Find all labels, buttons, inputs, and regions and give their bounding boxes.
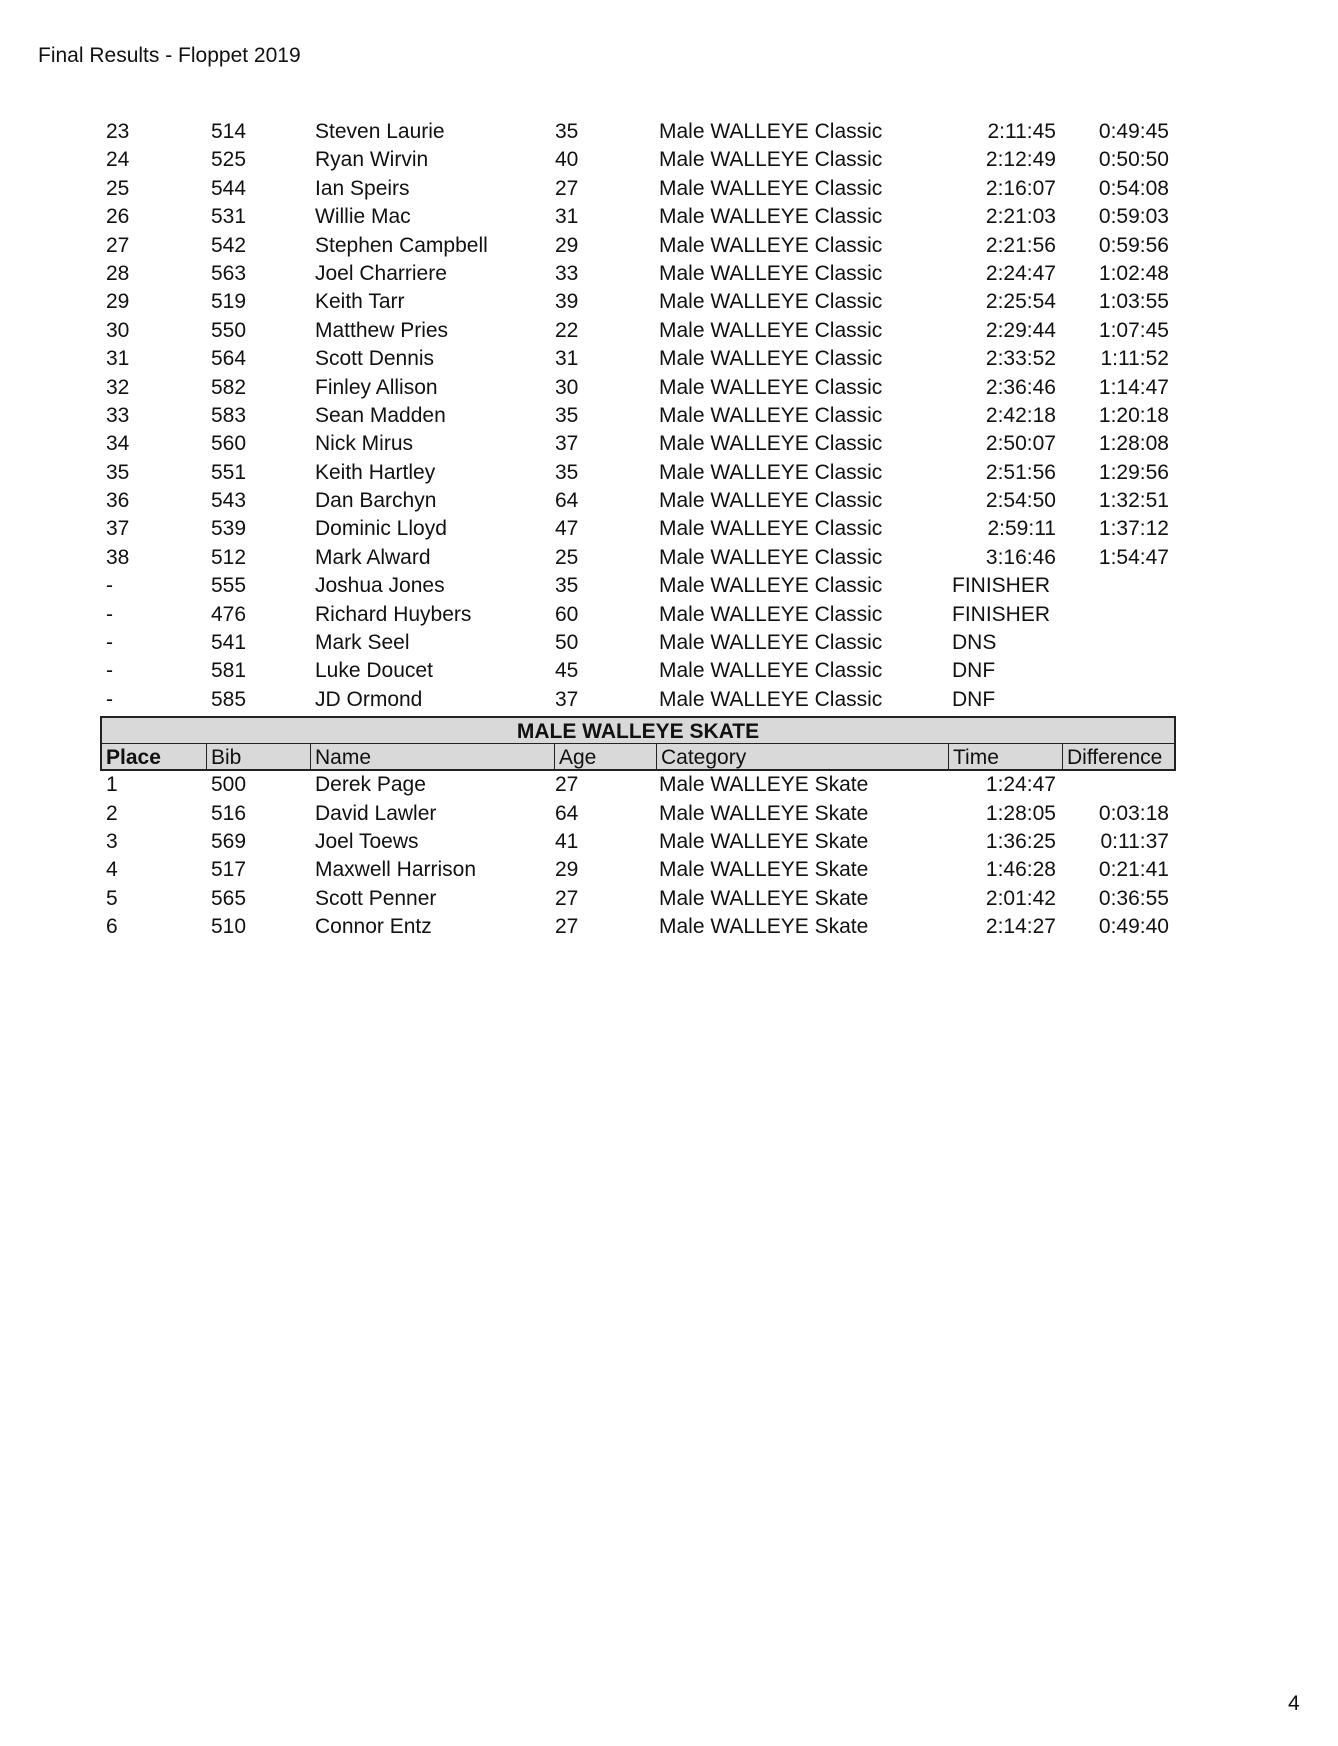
table-row xyxy=(100,515,1176,543)
results-table xyxy=(100,118,1176,942)
age-cell: 27 xyxy=(555,176,579,200)
skate-results xyxy=(100,771,1176,941)
time-cell: 2:50:07 xyxy=(985,432,1056,456)
age-cell: 50 xyxy=(555,631,579,655)
column-header-age: Age xyxy=(554,744,656,769)
column-header-time: Time xyxy=(948,744,1062,769)
bib-cell: 550 xyxy=(211,318,247,342)
name-cell: Finley Allison xyxy=(315,375,438,399)
table-row xyxy=(100,572,1176,600)
table-row xyxy=(100,459,1176,487)
column-header-name: Name xyxy=(310,744,554,769)
table-row xyxy=(100,374,1176,402)
table-row xyxy=(100,885,1176,913)
place-cell: 27 xyxy=(106,233,130,257)
table-row xyxy=(100,487,1176,515)
table-row xyxy=(100,345,1176,373)
time-cell: 2:42:18 xyxy=(985,403,1056,427)
category-cell: Male WALLEYE Skate xyxy=(659,886,869,910)
section-title: MALE WALLEYE SKATE xyxy=(100,716,1176,743)
place-cell: - xyxy=(106,659,113,683)
category-cell: Male WALLEYE Classic xyxy=(659,205,883,229)
difference-cell: 0:59:03 xyxy=(1098,205,1169,229)
table-row xyxy=(100,913,1176,941)
column-header-difference: Difference xyxy=(1062,744,1174,769)
category-cell: Male WALLEYE Skate xyxy=(659,858,869,882)
place-cell: 6 xyxy=(106,915,118,939)
category-cell: Male WALLEYE Classic xyxy=(659,176,883,200)
bib-cell: 564 xyxy=(211,347,247,371)
name-cell: Matthew Pries xyxy=(315,318,449,342)
name-cell: Mark Alward xyxy=(315,545,431,569)
category-cell: Male WALLEYE Classic xyxy=(659,375,883,399)
place-cell: - xyxy=(106,602,113,626)
table-row xyxy=(100,686,1176,714)
bib-cell: 560 xyxy=(211,432,247,456)
bib-cell: 543 xyxy=(211,489,247,513)
bib-cell: 519 xyxy=(211,290,247,314)
difference-cell: 0:50:50 xyxy=(1098,148,1169,172)
time-cell: 3:16:46 xyxy=(985,545,1056,569)
bib-cell: 531 xyxy=(211,205,247,229)
place-cell: 33 xyxy=(106,403,130,427)
place-cell: 28 xyxy=(106,261,130,285)
time-cell: 2:33:52 xyxy=(985,347,1056,371)
time-cell: 2:25:54 xyxy=(985,290,1056,314)
difference-cell: 0:54:08 xyxy=(1098,176,1169,200)
bib-cell: 583 xyxy=(211,403,247,427)
name-cell: Joel Charriere xyxy=(315,261,447,285)
category-cell: Male WALLEYE Classic xyxy=(659,290,883,314)
time-cell: 1:24:47 xyxy=(985,773,1056,797)
time-cell: 2:14:27 xyxy=(985,915,1056,939)
name-cell: Connor Entz xyxy=(315,915,432,939)
age-cell: 30 xyxy=(555,375,579,399)
table-row xyxy=(100,544,1176,572)
place-cell: 34 xyxy=(106,432,130,456)
name-cell: Steven Laurie xyxy=(315,120,445,143)
age-cell: 60 xyxy=(555,602,579,626)
time-cell: 2:24:47 xyxy=(985,261,1056,285)
place-cell: 23 xyxy=(106,120,130,143)
name-cell: Sean Madden xyxy=(315,403,446,427)
age-cell: 29 xyxy=(555,858,579,882)
age-cell: 37 xyxy=(555,687,579,711)
place-cell: 1 xyxy=(106,773,118,797)
name-cell: Ryan Wirvin xyxy=(315,148,429,172)
table-row xyxy=(100,317,1176,345)
place-cell: 29 xyxy=(106,290,130,314)
category-cell: Male WALLEYE Skate xyxy=(659,829,869,853)
place-cell: 35 xyxy=(106,460,130,484)
time-cell: 2:51:56 xyxy=(985,460,1056,484)
bib-cell: 585 xyxy=(211,687,247,711)
category-cell: Male WALLEYE Classic xyxy=(659,574,883,598)
category-cell: Male WALLEYE Classic xyxy=(659,403,883,427)
age-cell: 25 xyxy=(555,545,579,569)
difference-cell: 1:07:45 xyxy=(1098,318,1169,342)
bib-cell: 569 xyxy=(211,829,247,853)
name-cell: Derek Page xyxy=(315,773,426,797)
age-cell: 37 xyxy=(555,432,579,456)
time-cell: 1:28:05 xyxy=(985,801,1056,825)
table-row xyxy=(100,260,1176,288)
category-cell: Male WALLEYE Classic xyxy=(659,659,883,683)
bib-cell: 542 xyxy=(211,233,247,257)
column-header-bib: Bib xyxy=(206,744,310,769)
place-cell: 4 xyxy=(106,858,118,882)
table-row xyxy=(100,146,1176,174)
name-cell: Ian Speirs xyxy=(315,176,410,200)
name-cell: Joshua Jones xyxy=(315,574,445,598)
bib-cell: 476 xyxy=(211,602,247,626)
age-cell: 64 xyxy=(555,489,579,513)
status-cell: DNS xyxy=(952,631,997,655)
name-cell: Maxwell Harrison xyxy=(315,858,477,882)
place-cell: - xyxy=(106,574,113,598)
difference-cell: 1:54:47 xyxy=(1098,545,1169,569)
age-cell: 35 xyxy=(555,120,579,143)
category-cell: Male WALLEYE Classic xyxy=(659,489,883,513)
bib-cell: 541 xyxy=(211,631,247,655)
bib-cell: 516 xyxy=(211,801,247,825)
age-cell: 40 xyxy=(555,148,579,172)
category-cell: Male WALLEYE Skate xyxy=(659,801,869,825)
status-cell: DNF xyxy=(952,659,996,683)
place-cell: 24 xyxy=(106,148,130,172)
category-cell: Male WALLEYE Classic xyxy=(659,432,883,456)
table-header xyxy=(100,743,1176,771)
table-row xyxy=(100,118,1176,146)
category-cell: Male WALLEYE Skate xyxy=(659,773,869,797)
column-header-category: Category xyxy=(656,744,948,769)
place-cell: 30 xyxy=(106,318,130,342)
category-cell: Male WALLEYE Classic xyxy=(659,631,883,655)
age-cell: 27 xyxy=(555,915,579,939)
age-cell: 33 xyxy=(555,261,579,285)
name-cell: Dominic Lloyd xyxy=(315,517,447,541)
age-cell: 35 xyxy=(555,460,579,484)
bib-cell: 517 xyxy=(211,858,247,882)
name-cell: JD Ormond xyxy=(315,687,423,711)
name-cell: Scott Penner xyxy=(315,886,437,910)
bib-cell: 551 xyxy=(211,460,247,484)
name-cell: Keith Hartley xyxy=(315,460,436,484)
difference-cell: 0:49:40 xyxy=(1098,915,1169,939)
place-cell: 5 xyxy=(106,886,118,910)
bib-cell: 512 xyxy=(211,545,247,569)
place-cell: 32 xyxy=(106,375,130,399)
name-cell: Joel Toews xyxy=(315,829,419,853)
time-cell: 2:16:07 xyxy=(985,176,1056,200)
status-cell: FINISHER xyxy=(952,574,1051,598)
time-cell: 2:01:42 xyxy=(985,886,1056,910)
category-cell: Male WALLEYE Classic xyxy=(659,460,883,484)
age-cell: 31 xyxy=(555,347,579,371)
place-cell: 2 xyxy=(106,801,118,825)
table-row xyxy=(100,402,1176,430)
table-row xyxy=(100,288,1176,316)
difference-cell: 1:03:55 xyxy=(1098,290,1169,314)
difference-cell: 1:11:52 xyxy=(1100,347,1169,371)
place-cell: 38 xyxy=(106,545,130,569)
time-cell: 1:36:25 xyxy=(985,829,1056,853)
age-cell: 29 xyxy=(555,233,579,257)
category-cell: Male WALLEYE Skate xyxy=(659,915,869,939)
classic-results xyxy=(100,118,1176,714)
table-row xyxy=(100,828,1176,856)
difference-cell: 0:11:37 xyxy=(1100,829,1169,853)
status-cell: FINISHER xyxy=(952,602,1051,626)
difference-cell: 0:59:56 xyxy=(1098,233,1169,257)
name-cell: Willie Mac xyxy=(315,205,411,229)
table-row xyxy=(100,203,1176,231)
bib-cell: 563 xyxy=(211,261,247,285)
difference-cell: 1:20:18 xyxy=(1098,403,1169,427)
age-cell: 27 xyxy=(555,773,579,797)
place-cell: 31 xyxy=(106,347,130,371)
page-title: Final Results - Floppet 2019 xyxy=(38,44,301,67)
table-row xyxy=(100,771,1176,799)
table-row xyxy=(100,856,1176,884)
name-cell: Dan Barchyn xyxy=(315,489,437,513)
category-cell: Male WALLEYE Classic xyxy=(659,148,883,172)
time-cell: 2:54:50 xyxy=(985,489,1056,513)
age-cell: 64 xyxy=(555,801,579,825)
difference-cell: 1:28:08 xyxy=(1098,432,1169,456)
status-cell: DNF xyxy=(952,687,996,711)
category-cell: Male WALLEYE Classic xyxy=(659,233,883,257)
bib-cell: 582 xyxy=(211,375,247,399)
category-cell: Male WALLEYE Classic xyxy=(659,687,883,711)
bib-cell: 514 xyxy=(211,120,247,143)
age-cell: 35 xyxy=(555,403,579,427)
name-cell: Scott Dennis xyxy=(315,347,435,371)
table-row xyxy=(100,657,1176,685)
category-cell: Male WALLEYE Classic xyxy=(659,261,883,285)
age-cell: 39 xyxy=(555,290,579,314)
category-cell: Male WALLEYE Classic xyxy=(659,517,883,541)
time-cell: 2:36:46 xyxy=(985,375,1056,399)
name-cell: Richard Huybers xyxy=(315,602,472,626)
difference-cell: 1:02:48 xyxy=(1098,261,1169,285)
difference-cell: 1:32:51 xyxy=(1098,489,1169,513)
time-cell: 2:12:49 xyxy=(985,148,1056,172)
name-cell: Stephen Campbell xyxy=(315,233,488,257)
place-cell: 3 xyxy=(106,829,118,853)
bib-cell: 510 xyxy=(211,915,247,939)
table-row xyxy=(100,175,1176,203)
difference-cell: 0:36:55 xyxy=(1098,886,1169,910)
column-header-place: Place xyxy=(106,746,161,770)
age-cell: 47 xyxy=(555,517,579,541)
difference-cell: 1:29:56 xyxy=(1098,460,1169,484)
difference-cell: 1:14:47 xyxy=(1098,375,1169,399)
category-cell: Male WALLEYE Classic xyxy=(659,602,883,626)
bib-cell: 565 xyxy=(211,886,247,910)
place-cell: 37 xyxy=(106,517,130,541)
bib-cell: 581 xyxy=(211,659,247,683)
category-cell: Male WALLEYE Classic xyxy=(659,120,883,143)
page-number: 4 xyxy=(1288,1692,1300,1715)
time-cell: 2:21:03 xyxy=(985,205,1056,229)
table-row xyxy=(100,430,1176,458)
age-cell: 41 xyxy=(555,829,579,853)
difference-cell: 1:37:12 xyxy=(1098,517,1169,541)
name-cell: Luke Doucet xyxy=(315,659,433,683)
age-cell: 22 xyxy=(555,318,579,342)
category-cell: Male WALLEYE Classic xyxy=(659,318,883,342)
name-cell: Mark Seel xyxy=(315,631,410,655)
bib-cell: 500 xyxy=(211,773,247,797)
table-row xyxy=(100,232,1176,260)
name-cell: Keith Tarr xyxy=(315,290,405,314)
bib-cell: 544 xyxy=(211,176,247,200)
place-cell: 36 xyxy=(106,489,130,513)
time-cell: 2:59:11 xyxy=(987,517,1056,541)
name-cell: David Lawler xyxy=(315,801,437,825)
bib-cell: 555 xyxy=(211,574,247,598)
place-cell: - xyxy=(106,687,113,711)
difference-cell: 0:49:45 xyxy=(1098,120,1169,143)
bib-cell: 539 xyxy=(211,517,247,541)
time-cell: 1:46:28 xyxy=(985,858,1056,882)
table-row xyxy=(100,800,1176,828)
category-cell: Male WALLEYE Classic xyxy=(659,347,883,371)
age-cell: 45 xyxy=(555,659,579,683)
age-cell: 31 xyxy=(555,205,579,229)
time-cell: 2:29:44 xyxy=(985,318,1056,342)
table-row xyxy=(100,601,1176,629)
table-row xyxy=(100,629,1176,657)
difference-cell: 0:03:18 xyxy=(1098,801,1169,825)
place-cell: 26 xyxy=(106,205,130,229)
difference-cell: 0:21:41 xyxy=(1098,858,1169,882)
age-cell: 35 xyxy=(555,574,579,598)
bib-cell: 525 xyxy=(211,148,247,172)
age-cell: 27 xyxy=(555,886,579,910)
category-cell: Male WALLEYE Classic xyxy=(659,545,883,569)
place-cell: 25 xyxy=(106,176,130,200)
time-cell: 2:11:45 xyxy=(987,120,1056,143)
name-cell: Nick Mirus xyxy=(315,432,413,456)
place-cell: - xyxy=(106,631,113,655)
time-cell: 2:21:56 xyxy=(985,233,1056,257)
